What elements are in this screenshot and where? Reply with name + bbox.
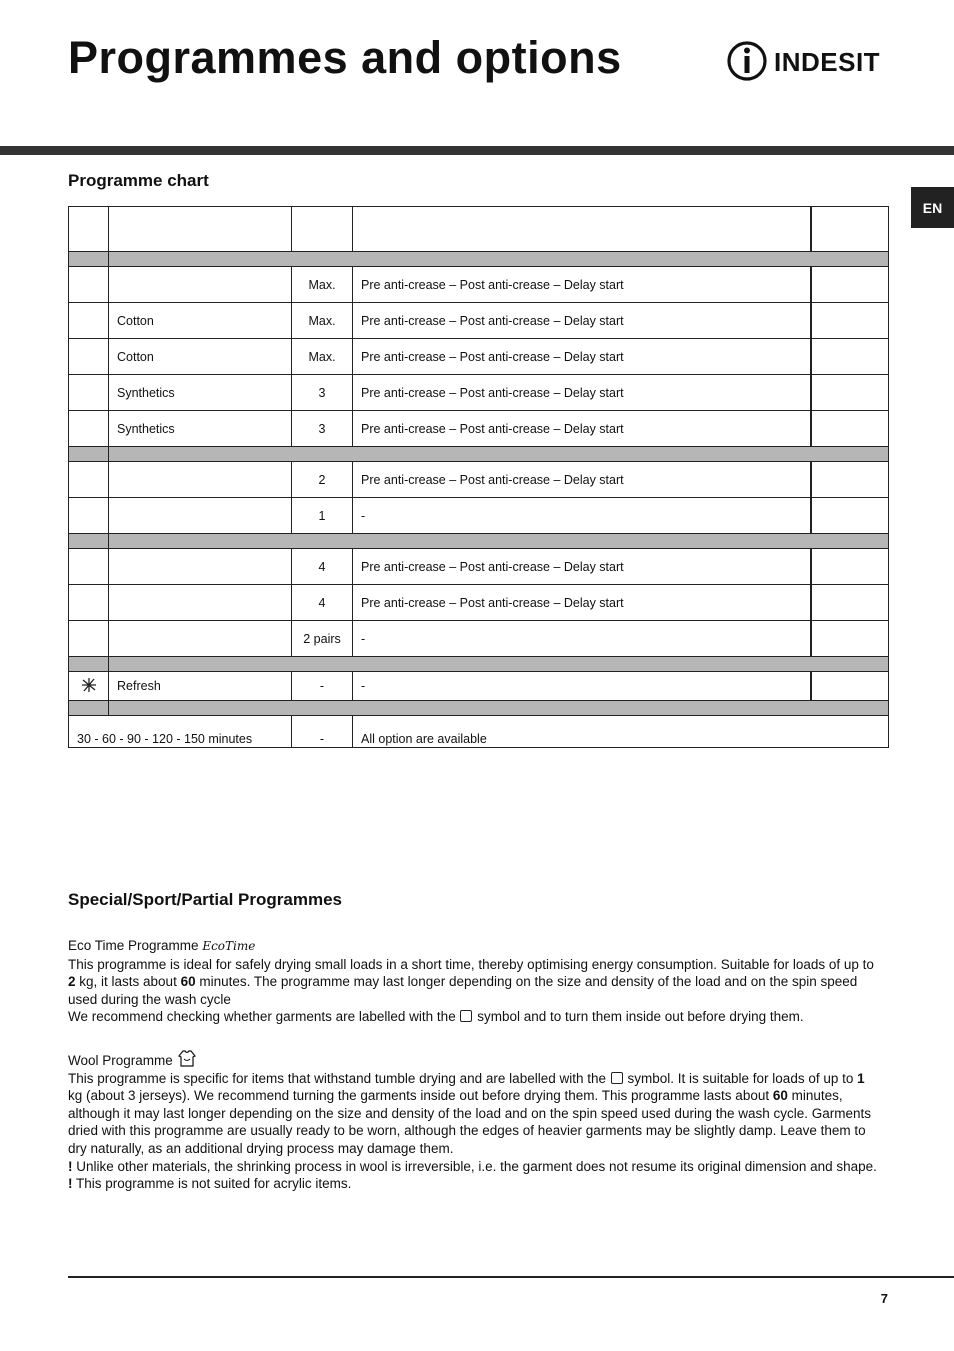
- wool-title: Wool Programme: [68, 1049, 878, 1070]
- cell-duration: [811, 339, 889, 375]
- programme-chart: [68, 206, 889, 748]
- section-band: [69, 534, 889, 549]
- cell-load: -: [292, 716, 353, 748]
- band-cell: [109, 534, 889, 549]
- table-row: [69, 339, 889, 375]
- cell-programme: [109, 585, 292, 621]
- cell-icon: [69, 621, 109, 657]
- wool-icon: [177, 1049, 197, 1068]
- cell-programme: 30 - 60 - 90 - 120 - 150 minutes: [69, 716, 292, 748]
- page-number: 7: [880, 1291, 888, 1306]
- eco-time-recommendation: We recommend checking whether garments are labelled with the symbol and to turn them inside out before drying them.: [68, 1009, 804, 1025]
- cell-programme: Synthetics: [109, 375, 292, 411]
- table-row: [69, 621, 889, 657]
- cell-duration: [811, 621, 889, 657]
- eco-time-logo: EcoTime: [202, 939, 256, 953]
- band-cell: [109, 701, 889, 716]
- table-row: [69, 375, 889, 411]
- special-programmes-heading: Special/Sport/Partial Programmes: [68, 890, 342, 909]
- cell-load: Max.: [292, 303, 353, 339]
- cell-options: -: [353, 498, 811, 534]
- cell-programme: [109, 267, 292, 303]
- indesit-logo: [726, 40, 888, 82]
- cell-programme: Synthetics: [109, 411, 292, 447]
- svg-text:INDESIT: INDESIT: [774, 47, 881, 77]
- cell-duration: [811, 411, 889, 447]
- tumble-dry-symbol-icon: [460, 1010, 472, 1022]
- cell-programme: [109, 462, 292, 498]
- cell-duration: [811, 267, 889, 303]
- header-rule: [0, 146, 954, 155]
- table-row: [69, 303, 889, 339]
- section-band: [69, 657, 889, 672]
- table-row: [69, 267, 889, 303]
- cell-load: 1: [292, 498, 353, 534]
- cell-options: Pre anti-crease – Post anti-crease – Delay start: [353, 549, 811, 585]
- cell-options: Pre anti-crease – Post anti-crease – Delay start: [353, 585, 811, 621]
- cell-options: Pre anti-crease – Post anti-crease – Delay start: [353, 462, 811, 498]
- cell-duration: [811, 462, 889, 498]
- wool-warning-2: ! This programme is not suited for acrylic items.: [68, 1176, 352, 1192]
- header-cell-duration-col: [811, 207, 889, 252]
- cell-options: Pre anti-crease – Post anti-crease – Delay start: [353, 411, 811, 447]
- band-cell: [69, 447, 109, 462]
- cell-load: Max.: [292, 267, 353, 303]
- band-cell: [69, 534, 109, 549]
- band-cell: [109, 252, 889, 267]
- cell-duration: [811, 303, 889, 339]
- cell-icon: [69, 672, 109, 701]
- cell-icon: [69, 411, 109, 447]
- page-title: Programmes and options: [68, 32, 622, 83]
- cell-load: -: [292, 672, 353, 701]
- cell-programme: [109, 549, 292, 585]
- cell-duration: [811, 375, 889, 411]
- cell-load: 4: [292, 585, 353, 621]
- cell-icon: [69, 303, 109, 339]
- wool-paragraph: This programme is specific for items that withstand tumble drying and are labelled with the symbol. It is suitable for loads of up to 1 kg (about 3 jerseys). We recommend turning the garments inside out before drying them. This programme lasts about 60 minutes, although it may last longer depending on the size and density of the load and on the spin speed used during the wash cycle. Garments dried with this programme are usually ready to be worn, although the edges of heavier garments may be slightly damp. Leave them to dry naturally, as an additional drying process may damage them.: [68, 1070, 872, 1156]
- header-cell-load-col: [292, 207, 353, 252]
- table-row: [69, 498, 889, 534]
- band-cell: [69, 657, 109, 672]
- footer-rule: [68, 1276, 954, 1278]
- fan-icon: [80, 676, 98, 694]
- band-cell: [109, 447, 889, 462]
- cell-duration: [811, 585, 889, 621]
- cell-icon: [69, 585, 109, 621]
- cell-programme: [109, 621, 292, 657]
- cell-load: 4: [292, 549, 353, 585]
- cell-programme: Cotton: [109, 303, 292, 339]
- wool-section: [68, 1049, 878, 1193]
- table-row: [69, 207, 889, 252]
- cell-icon: [69, 375, 109, 411]
- table-row: [69, 585, 889, 621]
- band-cell: [69, 701, 109, 716]
- cell-programme: [109, 498, 292, 534]
- cell-options: Pre anti-crease – Post anti-crease – Delay start: [353, 339, 811, 375]
- cell-icon: [69, 498, 109, 534]
- cell-programme: Cotton: [109, 339, 292, 375]
- table-row: [69, 549, 889, 585]
- programme-chart-heading: Programme chart: [68, 171, 209, 190]
- header-cell-programme-col: [109, 207, 292, 252]
- wool-warning-1: ! Unlike other materials, the shrinking process in wool is irreversible, i.e. the garment does not resume its original dimension and shape.: [68, 1158, 877, 1174]
- cell-options: Pre anti-crease – Post anti-crease – Delay start: [353, 267, 811, 303]
- table-row: [69, 411, 889, 447]
- band-cell: [109, 657, 889, 672]
- header-cell-icon-col: [69, 207, 109, 252]
- cell-load: 2 pairs: [292, 621, 353, 657]
- cell-programme: Refresh: [109, 672, 292, 701]
- cell-icon: [69, 462, 109, 498]
- eco-time-title: Eco Time Programme EcoTime: [68, 938, 256, 953]
- section-band: [69, 701, 889, 716]
- cell-icon: [69, 339, 109, 375]
- section-band: [69, 252, 889, 267]
- cell-load: 2: [292, 462, 353, 498]
- cell-options: -: [353, 621, 811, 657]
- cell-duration: [811, 672, 889, 701]
- tumble-dry-symbol-icon: [611, 1072, 623, 1084]
- table-row: [69, 716, 889, 748]
- cell-icon: [69, 549, 109, 585]
- language-tab: EN: [911, 187, 954, 228]
- table-row: [69, 672, 889, 701]
- eco-time-paragraph: This programme is ideal for safely drying small loads in a short time, thereby optimising energy consumption. Suitable for loads of up to 2 kg, it lasts about 60 minutes. The programme may last longer depending on the size and density of the load and on the spin speed used during the wash cycle: [68, 956, 874, 1007]
- cell-duration: [811, 498, 889, 534]
- cell-options: Pre anti-crease – Post anti-crease – Delay start: [353, 303, 811, 339]
- cell-load: 3: [292, 411, 353, 447]
- eco-time-section: [68, 937, 878, 1026]
- cell-options: All option are available: [353, 716, 889, 748]
- cell-load: 3: [292, 375, 353, 411]
- band-cell: [69, 252, 109, 267]
- cell-options: -: [353, 672, 811, 701]
- cell-duration: [811, 549, 889, 585]
- cell-options: Pre anti-crease – Post anti-crease – Delay start: [353, 375, 811, 411]
- cell-load: Max.: [292, 339, 353, 375]
- header-cell-options-col: [353, 207, 811, 252]
- cell-icon: [69, 267, 109, 303]
- table-row: [69, 462, 889, 498]
- section-band: [69, 447, 889, 462]
